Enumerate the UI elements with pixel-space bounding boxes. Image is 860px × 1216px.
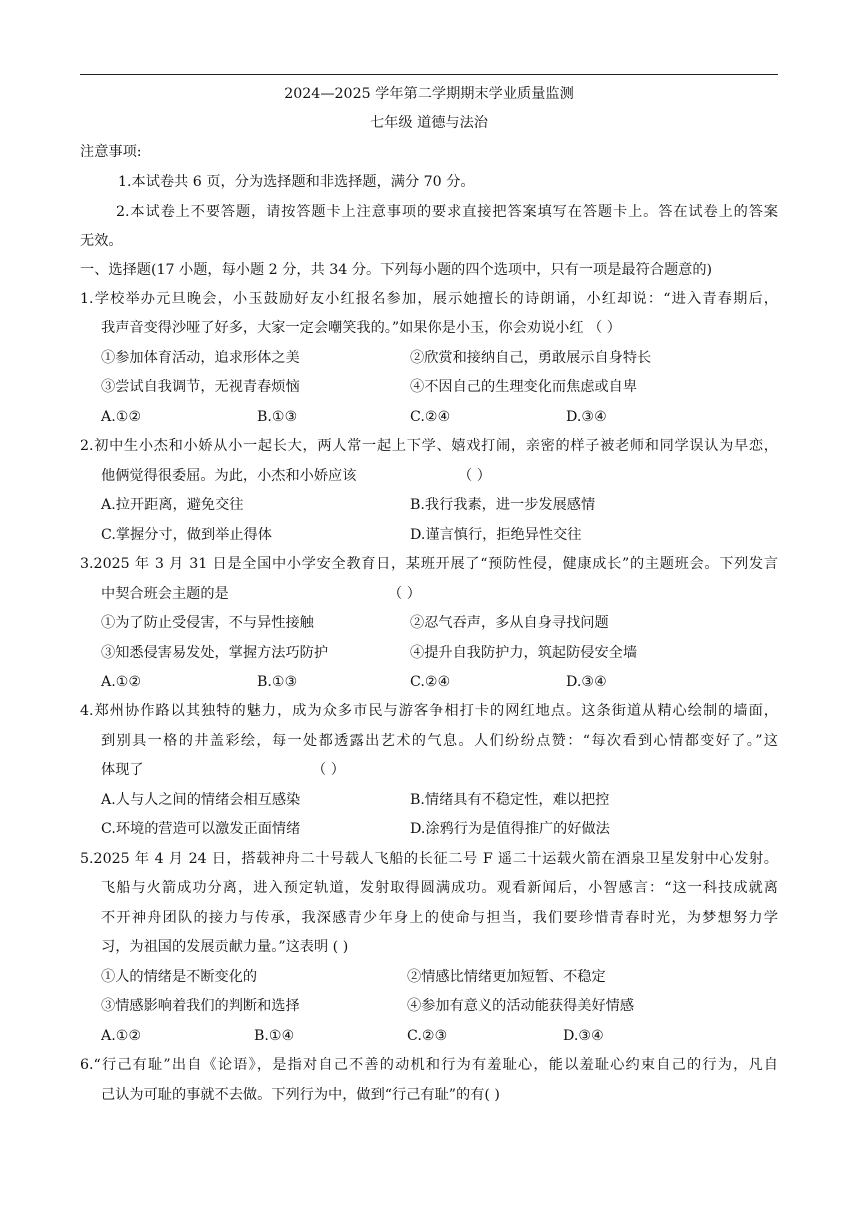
q1-option-d: D.③④ — [566, 409, 607, 425]
notice-heading: 注意事项: — [80, 144, 142, 160]
q2-option-b: B.我行我素，进一步发展感情 — [410, 497, 596, 513]
q5-statement-2: ②情感比情绪更加短暂、不稳定 — [407, 969, 606, 985]
q3-option-d: D.③④ — [566, 674, 607, 690]
q5-statement-1: ①人的情绪是不断变化的 — [101, 969, 258, 985]
q3-statement-1: ①为了防止受侵害，不与异性接触 — [101, 615, 314, 631]
q3-stem-line-2: 中契合班会主题的是 — [101, 586, 229, 602]
q5-option-c: C.②③ — [407, 1028, 448, 1044]
q3-option-b: B.①③ — [257, 674, 298, 690]
q3-stem-line-1: 3.2025 年 3 月 31 日是全国中小学安全教育日，某班开展了“预防性侵，健康成长”的主题班会。下列发言 — [80, 556, 778, 572]
q1-option-b: B.①③ — [257, 409, 298, 425]
q3-option-a: A.①② — [101, 674, 142, 690]
q4-option-d: D.涂鸦行为是值得推广的好做法 — [410, 821, 610, 837]
q5-statement-4: ④参加有意义的活动能获得美好情感 — [407, 998, 635, 1014]
q6-stem-line-1: 6.“行己有耻”出自《论语》，是指对自己不善的动机和行为有羞耻心，能以羞耻心约束自己的行为，凡自 — [80, 1057, 778, 1073]
q3-statement-3: ③知悉侵害易发处，掌握方法巧防护 — [101, 645, 329, 661]
q1-option-c: C.②④ — [410, 409, 451, 425]
q3-statement-2: ②忍气吞声，多从自身寻找问题 — [410, 615, 609, 631]
q2-option-a: A.拉开距离，避免交往 — [101, 497, 244, 513]
q4-stem-line-3: 体现了 — [101, 762, 144, 778]
q2-stem-line-1: 2.初中生小杰和小娇从小一起长大，两人常一起上下学、嬉戏打闹，亲密的样子被老师和同学误认为早恋， — [80, 438, 778, 454]
q5-option-b: B.①④ — [254, 1028, 295, 1044]
q1-statement-1: ①参加体育活动，追求形体之美 — [101, 350, 300, 366]
q6-stem-line-2: 己认为可耻的事就不去做。下列行为中，做到“行己有耻”的有( ) — [101, 1087, 500, 1103]
q5-stem-line-2: 飞船与火箭成功分离，进入预定轨道，发射取得圆满成功。观看新闻后，小智感言：“这一科技成就离 — [101, 880, 778, 896]
q5-stem-line-3: 不开神舟团队的接力与传承，我深感青少年身上的使命与担当，我们要珍惜青春时光，为梦想努力学 — [101, 910, 778, 926]
q3-statement-4: ④提升自我防护力，筑起防侵安全墙 — [410, 645, 638, 661]
q5-option-a: A.①② — [101, 1028, 142, 1044]
exam-subtitle: 七年级 道德与法治 — [369, 115, 488, 131]
q2-option-d: D.谨言慎行，拒绝异性交往 — [410, 527, 582, 543]
q1-option-a: A.①② — [101, 409, 142, 425]
q1-statement-3: ③尝试自我调节，无视青春烦恼 — [101, 379, 300, 395]
q5-stem-line-4: 习，为祖国的发展贡献力量。”这表明 ( ) — [101, 939, 349, 955]
q4-stem-line-1: 4.郑州协作路以其独特的魅力，成为众多市民与游客争相打卡的网红地点。这条街道从精心绘制的墙面， — [80, 703, 778, 719]
q1-stem-line-1: 1.学校举办元旦晚会，小玉鼓励好友小红报名参加，展示她擅长的诗朗诵，小红却说：“进入青春期后， — [80, 291, 778, 307]
q2-stem-line-2: 他俩觉得很委屈。为此，小杰和小娇应该 — [101, 468, 357, 484]
header-rule — [80, 74, 778, 75]
q4-answer-paren: （ ） — [312, 762, 345, 778]
q4-option-a: A.人与人之间的情绪会相互感染 — [101, 792, 301, 808]
notice-item-2-line-1: 2.本试卷上不要答题，请按答题卡上注意事项的要求直接把答案填写在答题卡上。答在试卷上的答案 — [116, 204, 778, 220]
q4-stem-line-2: 到别具一格的井盖彩绘，每一处都透露出艺术的气息。人们纷纷点赞：“每次看到心情都变好了。”这 — [101, 733, 778, 749]
q4-option-b: B.情绪具有不稳定性，难以把控 — [410, 792, 610, 808]
q2-option-c: C.掌握分寸，做到举止得体 — [101, 527, 272, 543]
exam-title: 2024—2025 学年第二学期期末学业质量监测 — [284, 86, 574, 102]
q3-option-c: C.②④ — [410, 674, 451, 690]
q3-answer-paren: （ ） — [388, 586, 421, 602]
q1-statement-2: ②欣赏和接纳自己，勇敢展示自身特长 — [410, 350, 652, 366]
notice-item-1: 1.本试卷共 6 页，分为选择题和非选择题，满分 70 分。 — [118, 174, 475, 190]
section-1-heading: 一、选择题(17 小题，每小题 2 分，共 34 分。下列每小题的四个选项中，只有一项是最符合题意的) — [80, 262, 713, 278]
q5-option-d: D.③④ — [563, 1028, 604, 1044]
q4-option-c: C.环境的营造可以激发正面情绪 — [101, 821, 301, 837]
q5-stem-line-1: 5.2025 年 4 月 24 日，搭载神舟二十号载人飞船的长征二号 F 遥二十运载火箭在酒泉卫星发射中心发射。 — [80, 851, 778, 867]
q1-stem-line-2: 我声音变得沙哑了好多，大家一定会嘲笑我的。”如果你是小玉，你会劝说小红 （ ） — [101, 320, 621, 336]
q2-answer-paren: （ ） — [458, 468, 491, 484]
q5-statement-3: ③情感影响着我们的判断和选择 — [101, 998, 300, 1014]
notice-item-2-line-2: 无效。 — [80, 233, 123, 249]
q1-statement-4: ④不因自己的生理变化而焦虑或自卑 — [410, 379, 638, 395]
